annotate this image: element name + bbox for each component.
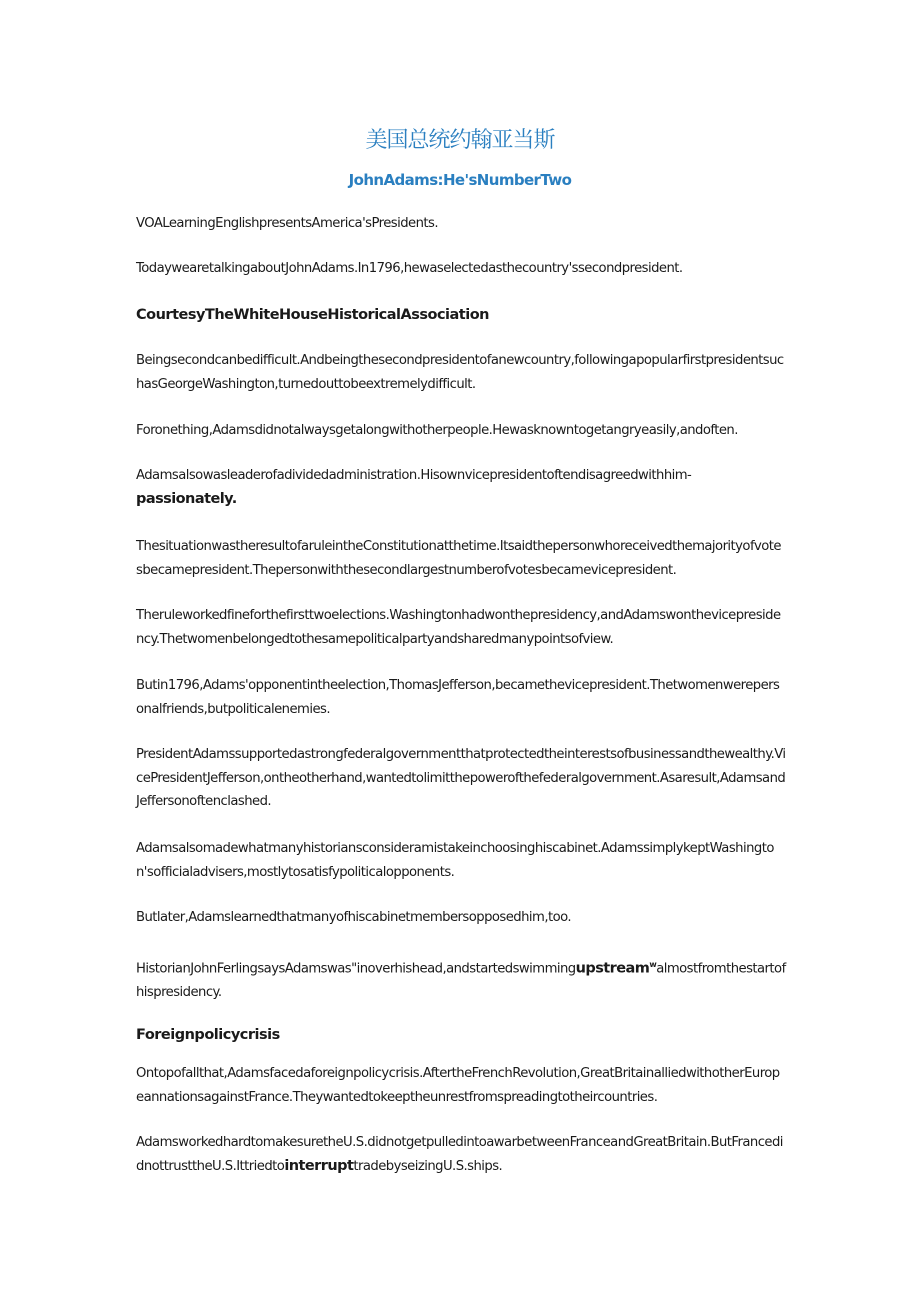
paragraph-france-britain: [136, 1131, 786, 1178]
france-text-end: tradebyseizingU.S.ships.: [353, 1158, 503, 1174]
paragraph-first-two-elections: Theruleworkedfineforthefirsttwoelections.Washingtonhadwonthepresidency,andAdamswonthevicepresidency.Thetwomenbelongedtothesamepoliticalpartyandsharedmanypointsofview.: [136, 608, 781, 647]
document-title-chinese: 美国总统约翰亚当斯: [365, 128, 555, 153]
quote-text-start: HistorianJohnFerlingsaysAdamswas"inoverhishead,andstartedswimming: [136, 961, 576, 977]
paragraph-constitution-rule: ThesituationwastheresultofaruleintheConstitutionatthetime.Itsaidthepersonwhoreceivedthemajorityofvotesbecamepresident.Thepersonwiththesecondlargestnumberofvotesbecamevicepresident.: [136, 539, 781, 578]
paragraph-election: TodaywearetalkingaboutJohnAdams.In1796,hewaselectedasthecountry'ssecondpresident.: [136, 261, 683, 276]
vocabulary-interrupt: interrupt: [284, 1157, 354, 1174]
vocabulary-passionately: passionately.: [136, 490, 237, 507]
paragraph-divided-text: Adamsalsowasleaderofadividedadministration.Hisownvicepresidentoftendisagreedwithhim-: [136, 468, 692, 483]
section-heading-foreign-policy: Foreignpolicycrisis: [136, 1027, 280, 1043]
paragraph-jefferson-vp: Butin1796,Adams'opponentintheelection,ThomasJefferson,becamethevicepresident.Thetwomenwerepersonalfriends,butpoliticalenemies.: [136, 678, 780, 717]
quote-text-end: almostfromthestartofhispresidency.: [136, 961, 786, 1000]
image-credit-heading: CourtesyTheWhiteHouseHistoricalAssociation: [136, 307, 489, 323]
quote-mark-superscript: w: [649, 960, 657, 969]
paragraph-historian-quote: [136, 953, 786, 1004]
paragraph-one-thing: Foronething,Adamsdidnotalwaysgetalongwithotherpeople.Hewasknowntogetangryeasily,andoften.: [136, 423, 738, 438]
paragraph-intro: VOALearningEnglishpresentsAmerica'sPresidents.: [136, 216, 438, 231]
france-text-start: AdamsworkedhardtomakesuretheU.S.didnotgetpulledintoawarbetweenFranceandGreatBritain.ButFrancedidnottrusttheU.S.Ittriedto: [136, 1135, 783, 1174]
vocabulary-upstream: upstream: [575, 960, 650, 977]
paragraph-cabinet-opposed: Butlater,Adamslearnedthatmanyofhiscabinetmembersopposedhim,too.: [136, 910, 572, 925]
document-title-english: JohnAdams:He'sNumberTwo: [348, 171, 572, 189]
paragraph-divided-administration: [136, 464, 786, 511]
paragraph-cabinet-mistake: Adamsalsomadewhatmanyhistoriansconsideramistakeinchoosinghiscabinet.AdamssimplykeptWashington'sofficialadvisers,mostlytosatisfypoliticalopponents.: [136, 841, 774, 880]
paragraph-federal-government: PresidentAdamssupportedastrongfederalgovernmentthatprotectedtheinterestsofbusinessandthewealthy.VicePresidentJefferson,ontheotherhand,wantedtolimitthepowerofthefederalgovernment.Asaresult,AdamsandJeffersonoftenclashed.: [136, 747, 786, 809]
paragraph-foreign-crisis: Ontopofallthat,Adamsfacedaforeignpolicycrisis.AftertheFrenchRevolution,GreatBritainalliedwithotherEuropeannationsagainstFrance.Theywantedtokeeptheunrestfromspreadingtotheircountries.: [136, 1066, 780, 1105]
paragraph-being-second: Beingsecondcanbedifficult.Andbeingthesecondpresidentofanewcountry,followingapopularfirstpresidentsuchasGeorgeWashington,turnedouttobeextremelydifficult.: [136, 353, 784, 392]
